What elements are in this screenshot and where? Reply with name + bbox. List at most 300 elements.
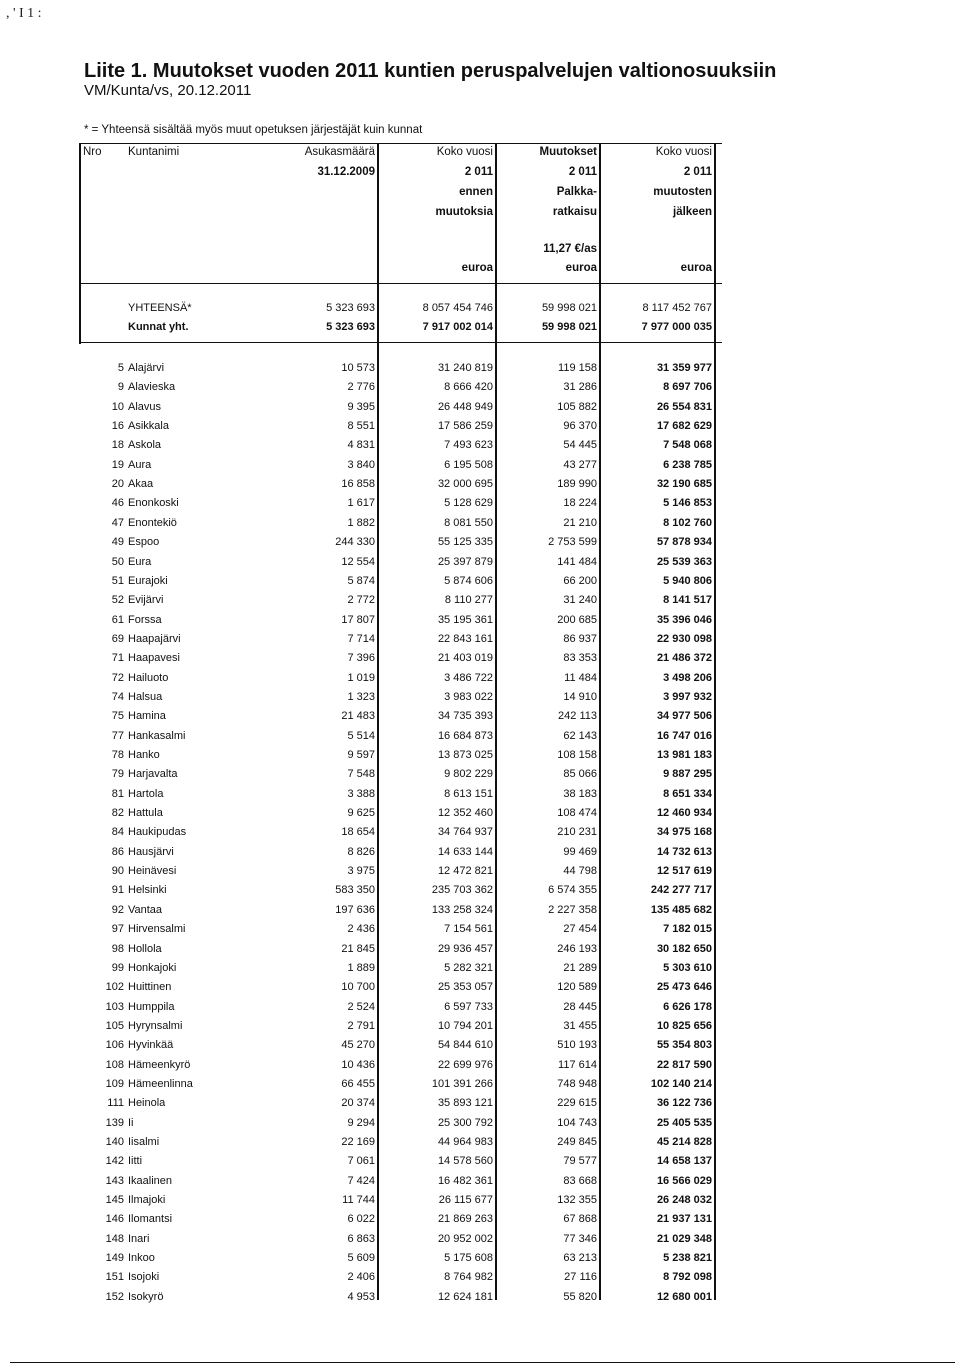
row-ennen: 14 578 560 — [437, 1155, 493, 1168]
row-muutos: 189 990 — [557, 478, 597, 491]
table-row — [0, 362, 960, 381]
table-row — [0, 1271, 960, 1290]
row-muutos: 27 116 — [564, 1271, 597, 1284]
row-kuntanimi: Hailuoto — [128, 671, 169, 684]
table-row — [0, 556, 960, 575]
row-ennen: 31 240 819 — [437, 362, 493, 374]
row-kuntanimi: Espoo — [128, 536, 160, 549]
row-asukasmaara: 22 169 — [341, 1136, 375, 1148]
row-ennen: 35 893 121 — [437, 1097, 493, 1110]
row-ennen: 5 874 606 — [444, 574, 493, 587]
row-asukasmaara: 1 323 — [347, 690, 375, 703]
header-koko-vuosi-ennen: Koko vuosi — [436, 146, 493, 158]
row-ennen: 35 195 361 — [437, 613, 493, 626]
footnote: * = Yhteensä sisältää myös muut opetuksen järjestäjät kuin kunnat — [84, 124, 423, 136]
row-muutos: 63 213 — [563, 1252, 597, 1265]
row-ennen: 235 703 362 — [431, 884, 493, 897]
header-ratkaisu-label: ratkaisu — [552, 206, 597, 218]
table-row — [0, 691, 960, 710]
row-asukasmaara: 16 858 — [341, 478, 375, 491]
row-nro: 77 — [111, 729, 124, 742]
table-row — [0, 439, 960, 458]
row-jalkeen: 13 981 183 — [656, 749, 712, 761]
row-kuntanimi: Eurajoki — [128, 574, 168, 587]
row-muutos: 77 346 — [563, 1232, 597, 1245]
row-ennen: 25 300 792 — [437, 1116, 493, 1129]
table-row — [0, 652, 960, 671]
summary-label-total: YHTEENSÄ* — [128, 302, 192, 314]
row-jalkeen: 21 486 372 — [656, 652, 712, 665]
row-nro: 49 — [111, 536, 124, 549]
row-nro: 98 — [111, 942, 124, 955]
row-kuntanimi: Harjavalta — [128, 768, 178, 781]
table-row — [0, 788, 960, 807]
row-nro: 74 — [111, 690, 124, 703]
row-muutos: 96 370 — [563, 420, 597, 433]
row-nro: 148 — [105, 1232, 124, 1245]
row-nro: 52 — [111, 594, 124, 607]
table-row — [0, 497, 960, 516]
table-row — [0, 1117, 960, 1136]
row-ennen: 16 684 873 — [437, 729, 493, 742]
header-muutokset-year: 2 011 — [568, 166, 597, 178]
summary-kunnat-muutos: 59 998 021 — [541, 321, 597, 333]
row-kuntanimi: Alavus — [128, 400, 162, 413]
table-row — [0, 981, 960, 1000]
row-jalkeen: 242 277 717 — [650, 884, 712, 897]
table-row — [0, 594, 960, 613]
row-muutos: 105 882 — [557, 400, 597, 413]
row-jalkeen: 35 396 046 — [656, 613, 712, 626]
row-muutos: 2 753 599 — [548, 536, 597, 549]
row-nro: 105 — [105, 1019, 124, 1032]
row-jalkeen: 5 303 610 — [663, 961, 712, 974]
row-ennen: 21 869 263 — [437, 1213, 493, 1226]
table-row — [0, 1078, 960, 1097]
row-kuntanimi: Haukipudas — [128, 826, 187, 839]
row-asukasmaara: 4 953 — [347, 1290, 375, 1303]
page-footer-rule — [10, 1362, 955, 1363]
row-muutos: 28 445 — [563, 1000, 597, 1013]
row-muutos: 83 353 — [563, 652, 597, 665]
header-asukasmaara: Asukasmäärä — [304, 146, 375, 158]
header-ennen-label: ennen — [459, 186, 493, 198]
table-row — [0, 710, 960, 729]
row-kuntanimi: Hanko — [128, 749, 160, 761]
row-nro: 20 — [111, 478, 124, 491]
table-row — [0, 1136, 960, 1155]
row-ennen: 55 125 335 — [437, 536, 493, 549]
row-asukasmaara: 8 826 — [347, 845, 375, 858]
row-jalkeen: 45 214 828 — [656, 1136, 712, 1148]
row-nro: 99 — [111, 961, 124, 974]
row-muutos: 246 193 — [557, 942, 597, 955]
header-kuntanimi: Kuntanimi — [128, 146, 180, 158]
row-jalkeen: 7 548 068 — [663, 439, 712, 452]
row-kuntanimi: Inari — [128, 1232, 150, 1245]
row-muutos: 200 685 — [557, 613, 597, 626]
row-asukasmaara: 7 548 — [347, 768, 375, 781]
row-asukasmaara: 21 845 — [341, 942, 375, 955]
row-kuntanimi: Hausjärvi — [128, 845, 174, 858]
table-row — [0, 865, 960, 884]
row-kuntanimi: Isokyrö — [128, 1290, 164, 1303]
table-row — [0, 846, 960, 865]
row-jalkeen: 7 182 015 — [663, 923, 712, 936]
row-kuntanimi: Haapavesi — [128, 652, 180, 665]
row-ennen: 16 482 361 — [437, 1174, 493, 1187]
table-row — [0, 1020, 960, 1039]
row-jalkeen: 12 460 934 — [656, 807, 712, 820]
row-kuntanimi: Vantaa — [128, 903, 163, 916]
row-jalkeen: 26 248 032 — [656, 1194, 712, 1207]
table-row — [0, 1233, 960, 1252]
header-koko-vuosi-jalkeen: Koko vuosi — [655, 146, 712, 158]
row-asukasmaara: 8 551 — [347, 420, 375, 433]
row-jalkeen: 34 975 168 — [656, 826, 712, 839]
row-asukasmaara: 197 636 — [335, 903, 375, 916]
table-row — [0, 478, 960, 497]
row-asukasmaara: 1 019 — [347, 671, 375, 684]
row-jalkeen: 57 878 934 — [656, 536, 712, 549]
row-jalkeen: 26 554 831 — [656, 400, 712, 413]
row-kuntanimi: Enonkoski — [128, 497, 179, 510]
row-asukasmaara: 583 350 — [335, 884, 375, 897]
table-row — [0, 517, 960, 536]
document-title: Liite 1. Muutokset vuoden 2011 kuntien peruspalvelujen valtionosuuksiin — [84, 60, 777, 82]
header-bottom-rule — [79, 283, 722, 284]
row-nro: 92 — [111, 903, 124, 916]
row-jalkeen: 21 937 131 — [656, 1213, 712, 1226]
row-nro: 111 — [107, 1097, 124, 1110]
row-ennen: 5 175 608 — [444, 1252, 493, 1265]
row-muutos: 54 445 — [563, 439, 597, 452]
row-jalkeen: 25 473 646 — [656, 981, 712, 994]
row-muutos: 62 143 — [563, 729, 597, 742]
row-kuntanimi: Hattula — [128, 807, 163, 820]
row-kuntanimi: Hirvensalmi — [128, 923, 186, 936]
row-ennen: 12 624 181 — [437, 1290, 493, 1303]
row-ennen: 133 258 324 — [431, 903, 493, 916]
row-ennen: 14 633 144 — [437, 845, 493, 858]
row-kuntanimi: Halsua — [128, 690, 163, 703]
table-row — [0, 420, 960, 439]
row-jalkeen: 14 658 137 — [656, 1155, 712, 1168]
row-ennen: 3 983 022 — [444, 690, 493, 703]
row-jalkeen: 25 405 535 — [656, 1116, 712, 1129]
row-nro: 108 — [105, 1058, 124, 1071]
row-asukasmaara: 10 573 — [341, 362, 375, 374]
row-asukasmaara: 45 270 — [341, 1039, 375, 1052]
row-muutos: 31 286 — [563, 381, 597, 394]
row-asukasmaara: 6 863 — [347, 1232, 375, 1245]
table-row — [0, 1252, 960, 1271]
row-asukasmaara: 7 424 — [347, 1174, 375, 1187]
row-jalkeen: 5 940 806 — [663, 574, 712, 587]
table-row — [0, 943, 960, 962]
row-kuntanimi: Haapajärvi — [128, 632, 181, 645]
row-jalkeen: 25 539 363 — [656, 555, 712, 568]
row-kuntanimi: Heinävesi — [128, 865, 177, 878]
summary-kunnat-jalkeen: 7 977 000 035 — [641, 321, 712, 333]
header-muutoksia-label: muutoksia — [435, 206, 493, 218]
row-muutos: 31 240 — [563, 594, 597, 607]
row-muutos: 66 200 — [563, 574, 597, 587]
row-jalkeen: 30 182 650 — [656, 942, 712, 955]
row-asukasmaara: 2 776 — [347, 381, 375, 394]
summary-total-muutos: 59 998 021 — [541, 302, 597, 314]
row-kuntanimi: Hollola — [128, 942, 162, 955]
row-jalkeen: 5 238 821 — [663, 1252, 712, 1265]
row-muutos: 510 193 — [557, 1039, 597, 1052]
row-asukasmaara: 5 874 — [347, 574, 375, 587]
row-ennen: 22 843 161 — [437, 632, 493, 645]
row-ennen: 7 154 561 — [444, 923, 493, 936]
header-muutokset-unit: euroa — [565, 262, 597, 274]
row-muutos: 11 484 — [564, 671, 597, 684]
row-jalkeen: 135 485 682 — [650, 903, 712, 916]
row-jalkeen: 22 930 098 — [656, 632, 712, 645]
header-ennen-unit: euroa — [461, 262, 493, 274]
row-ennen: 22 699 976 — [437, 1058, 493, 1071]
row-ennen: 25 397 879 — [437, 555, 493, 568]
row-muutos: 14 910 — [563, 690, 597, 703]
row-kuntanimi: Evijärvi — [128, 594, 164, 607]
row-asukasmaara: 10 700 — [341, 981, 375, 994]
table-row — [0, 1175, 960, 1194]
row-asukasmaara: 7 061 — [347, 1155, 375, 1168]
row-kuntanimi: Inkoo — [128, 1252, 155, 1265]
table-row — [0, 1291, 960, 1310]
row-nro: 91 — [111, 884, 124, 897]
row-kuntanimi: Isojoki — [128, 1271, 160, 1284]
table-row — [0, 381, 960, 400]
row-muutos: 229 615 — [557, 1097, 597, 1110]
summary-kunnat-ennen: 7 917 002 014 — [422, 321, 493, 333]
table-row — [0, 1155, 960, 1174]
summary-kunnat-asukkaat: 5 323 693 — [326, 321, 375, 333]
row-nro: 10 — [111, 400, 124, 413]
row-asukasmaara: 5 514 — [347, 729, 375, 742]
row-kuntanimi: Hartola — [128, 787, 164, 800]
table-row — [0, 633, 960, 652]
row-ennen: 54 844 610 — [437, 1039, 493, 1052]
row-kuntanimi: Huittinen — [128, 981, 172, 994]
row-jalkeen: 5 146 853 — [663, 497, 712, 510]
row-jalkeen: 8 141 517 — [663, 594, 712, 607]
row-asukasmaara: 3 840 — [347, 458, 375, 471]
header-jalkeen-label: jälkeen — [673, 206, 712, 218]
table-row — [0, 730, 960, 749]
row-muutos: 210 231 — [557, 826, 597, 839]
row-jalkeen: 32 190 685 — [656, 478, 712, 491]
row-ennen: 8 666 420 — [444, 381, 493, 394]
table-row — [0, 1213, 960, 1232]
row-nro: 16 — [111, 420, 124, 433]
row-kuntanimi: Hankasalmi — [128, 729, 186, 742]
header-jalkeen-unit: euroa — [680, 262, 712, 274]
summary-total-asukkaat: 5 323 693 — [326, 302, 375, 314]
row-nro: 97 — [111, 923, 124, 936]
row-nro: 18 — [111, 439, 124, 452]
row-jalkeen: 8 651 334 — [663, 787, 712, 800]
row-asukasmaara: 2 524 — [347, 1000, 375, 1013]
row-asukasmaara: 1 882 — [347, 516, 375, 529]
row-nro: 61 — [111, 613, 124, 626]
row-nro: 46 — [111, 497, 124, 510]
header-muutosten-label: muutosten — [653, 186, 712, 198]
row-muutos: 83 668 — [563, 1174, 597, 1187]
table-row — [0, 768, 960, 787]
table-row — [0, 1097, 960, 1116]
row-asukasmaara: 1 889 — [347, 961, 375, 974]
row-muutos: 21 289 — [563, 961, 597, 974]
row-nro: 72 — [111, 671, 124, 684]
row-nro: 51 — [111, 574, 124, 587]
row-asukasmaara: 10 436 — [341, 1058, 375, 1071]
row-ennen: 9 802 229 — [444, 768, 493, 781]
row-kuntanimi: Forssa — [128, 613, 162, 626]
row-kuntanimi: Eura — [128, 555, 152, 568]
row-asukasmaara: 20 374 — [341, 1097, 375, 1110]
header-per-capita: 11,27 €/as — [543, 243, 597, 255]
table-row — [0, 1039, 960, 1058]
row-jalkeen: 6 238 785 — [663, 458, 712, 471]
row-kuntanimi: Iisalmi — [128, 1136, 160, 1148]
row-muutos: 6 574 355 — [548, 884, 597, 897]
row-ennen: 12 472 821 — [437, 865, 493, 878]
row-jalkeen: 55 354 803 — [656, 1039, 712, 1052]
row-jalkeen: 3 997 932 — [663, 690, 712, 703]
table-row — [0, 575, 960, 594]
table-row — [0, 1194, 960, 1213]
row-muutos: 85 066 — [563, 768, 597, 781]
row-ennen: 21 403 019 — [437, 652, 493, 665]
table-row — [0, 459, 960, 478]
table-row — [0, 807, 960, 826]
row-asukasmaara: 2 772 — [347, 594, 375, 607]
row-ennen: 10 794 201 — [437, 1019, 493, 1032]
row-nro: 69 — [111, 632, 124, 645]
row-kuntanimi: Iitti — [128, 1155, 143, 1168]
row-nro: 78 — [111, 749, 124, 761]
row-jalkeen: 21 029 348 — [656, 1232, 712, 1245]
row-nro: 106 — [105, 1039, 124, 1052]
row-asukasmaara: 17 807 — [341, 613, 375, 626]
row-muutos: 31 455 — [563, 1019, 597, 1032]
row-muutos: 44 798 — [563, 865, 597, 878]
row-asukasmaara: 66 455 — [341, 1077, 375, 1090]
row-asukasmaara: 6 022 — [347, 1213, 375, 1226]
row-kuntanimi: Aura — [128, 458, 152, 471]
row-ennen: 20 952 002 — [437, 1232, 493, 1245]
row-nro: 50 — [111, 555, 124, 568]
row-ennen: 5 282 321 — [444, 961, 493, 974]
row-ennen: 26 115 677 — [438, 1194, 493, 1207]
row-ennen: 44 964 983 — [437, 1136, 493, 1148]
row-jalkeen: 6 626 178 — [663, 1000, 712, 1013]
row-asukasmaara: 11 744 — [342, 1194, 375, 1207]
row-kuntanimi: Ilomantsi — [128, 1213, 173, 1226]
row-jalkeen: 12 680 001 — [656, 1290, 712, 1303]
row-asukasmaara: 3 388 — [347, 787, 375, 800]
table-row — [0, 401, 960, 420]
row-kuntanimi: Hämeenkyrö — [128, 1058, 191, 1071]
row-asukasmaara: 9 597 — [347, 749, 375, 761]
row-ennen: 34 735 393 — [437, 710, 493, 723]
row-kuntanimi: Enontekiö — [128, 516, 177, 529]
row-muutos: 27 454 — [563, 923, 597, 936]
row-nro: 151 — [105, 1271, 124, 1284]
row-ennen: 6 597 733 — [444, 1000, 493, 1013]
row-kuntanimi: Hämeenlinna — [128, 1077, 193, 1090]
row-ennen: 17 586 259 — [437, 420, 493, 433]
row-kuntanimi: Asikkala — [128, 420, 169, 433]
row-ennen: 25 353 057 — [437, 981, 493, 994]
table-row — [0, 962, 960, 981]
row-nro: 140 — [105, 1136, 124, 1148]
row-nro: 79 — [111, 768, 124, 781]
row-kuntanimi: Heinola — [128, 1097, 166, 1110]
table-left-border — [79, 143, 81, 344]
row-kuntanimi: Honkajoki — [128, 961, 177, 974]
row-ennen: 32 000 695 — [437, 478, 493, 491]
row-nro: 71 — [111, 652, 124, 665]
row-kuntanimi: Alavieska — [128, 381, 176, 394]
row-asukasmaara: 1 617 — [347, 497, 375, 510]
row-muutos: 117 614 — [558, 1058, 597, 1071]
row-nro: 103 — [105, 1000, 124, 1013]
row-jalkeen: 22 817 590 — [656, 1058, 712, 1071]
row-nro: 82 — [111, 807, 124, 820]
row-asukasmaara: 12 554 — [341, 555, 375, 568]
row-nro: 19 — [111, 458, 124, 471]
row-nro: 145 — [105, 1194, 124, 1207]
row-nro: 142 — [105, 1155, 124, 1168]
row-nro: 139 — [105, 1116, 124, 1129]
row-jalkeen: 31 359 977 — [656, 362, 712, 374]
table-row — [0, 904, 960, 923]
row-nro: 146 — [105, 1213, 124, 1226]
header-jalkeen-year: 2 011 — [683, 166, 712, 178]
row-nro: 81 — [111, 787, 124, 800]
row-kuntanimi: Ilmajoki — [128, 1194, 166, 1207]
row-nro: 47 — [111, 516, 124, 529]
row-kuntanimi: Helsinki — [128, 884, 167, 897]
row-nro: 5 — [117, 362, 124, 374]
row-asukasmaara: 244 330 — [335, 536, 375, 549]
row-asukasmaara: 9 294 — [347, 1116, 375, 1129]
row-jalkeen: 12 517 619 — [656, 865, 712, 878]
row-jalkeen: 102 140 214 — [650, 1077, 712, 1090]
document-subtitle: VM/Kunta/vs, 20.12.2011 — [84, 82, 252, 99]
row-muutos: 43 277 — [563, 458, 597, 471]
row-kuntanimi: Hyrynsalmi — [128, 1019, 183, 1032]
row-ennen: 8 081 550 — [444, 516, 493, 529]
row-ennen: 29 936 457 — [437, 942, 493, 955]
row-nro: 90 — [111, 865, 124, 878]
row-kuntanimi: Hyvinkää — [128, 1039, 174, 1052]
row-asukasmaara: 21 483 — [341, 710, 375, 723]
row-ennen: 101 391 266 — [431, 1077, 493, 1090]
row-kuntanimi: Askola — [128, 439, 162, 452]
row-kuntanimi: Ikaalinen — [128, 1174, 173, 1187]
row-jalkeen: 10 825 656 — [656, 1019, 712, 1032]
row-ennen: 8 613 151 — [444, 787, 493, 800]
row-jalkeen: 9 887 295 — [663, 768, 712, 781]
row-nro: 9 — [117, 381, 124, 394]
header-nro: Nro — [83, 146, 102, 158]
